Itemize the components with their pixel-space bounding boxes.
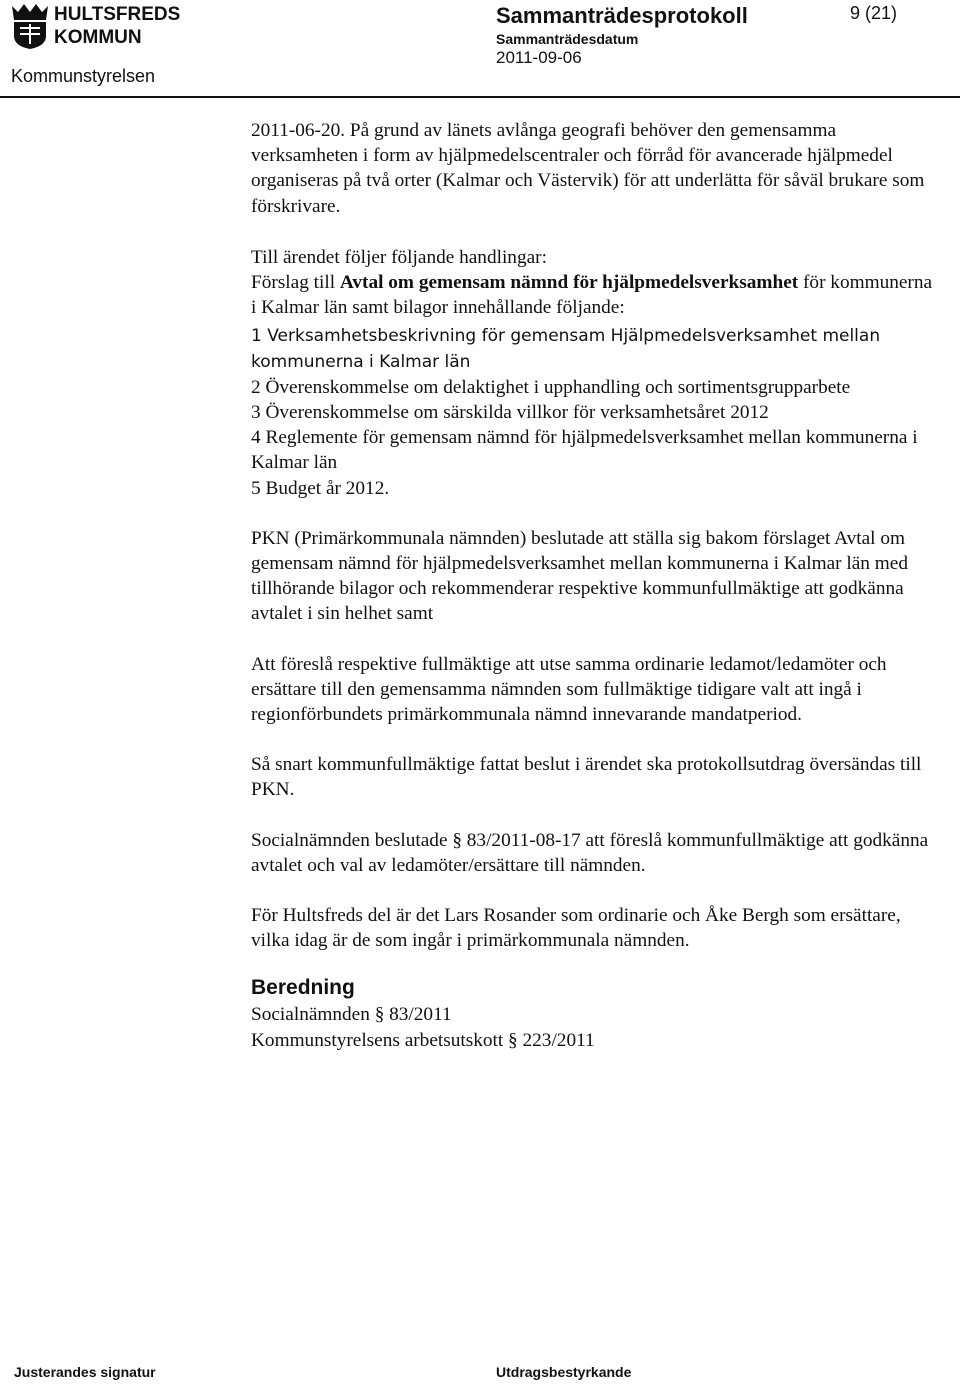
list-item: 5 Budget år 2012.: [251, 477, 390, 499]
paragraph-proposal: Att föreslå respektive fullmäktige att utse samma ordinarie ledamot/ledamöter och ersättare till den gemensamma nämnden som fullmäktige tidigare valt att ingå i regionförbundets primärkommunala nämnd innevarande mandatperiod.: [251, 653, 887, 726]
meeting-date-value: 2011-09-06: [496, 48, 582, 67]
paragraph-social-board: Socialnämnden beslutade § 83/2011-08-17 att föreslå kommunfullmäktige att godkänna avtalet och val av ledamöter/ersättare till nämnden.: [251, 829, 929, 876]
document-title: Sammanträdesprotokoll: [496, 3, 748, 28]
paragraph-representatives: För Hultsfreds del är det Lars Rosander som ordinarie och Åke Bergh som ersättare, vilka idag är de som ingår i primärkommunala nämnden.: [251, 905, 901, 952]
reference-line: Socialnämnden § 83/2011: [251, 1004, 452, 1026]
list-item: 3 Överenskommelse om särskilda villkor för verksamhetsåret 2012: [251, 402, 769, 424]
page-number: 9 (21): [850, 3, 898, 23]
logo-line1: HULTSFREDS: [54, 4, 181, 25]
crown-shield-icon: [12, 4, 48, 49]
paragraph-protocol-extract: Så snart kommunfullmäktige fattat beslut i ärendet ska protokollsutdrag översändas till PKN.: [251, 754, 922, 801]
attachment-list: [251, 324, 941, 500]
logo-line2: KOMMUN: [54, 27, 142, 48]
documents-intro-line: Till ärendet följer följande handlingar:: [251, 246, 547, 268]
proposal-suffix: för kommunerna i Kalmar län samt bilagor innehållande följande:: [251, 272, 933, 319]
section-heading: Beredning: [251, 976, 355, 1000]
document-body: [251, 118, 941, 1053]
documents-intro: [251, 245, 941, 321]
meeting-date-label: Sammanträdesdatum: [496, 31, 639, 47]
list-item: 4 Reglemente för gemensam nämnd för hjälpmedelsverksamhet mellan kommunerna i Kalmar län: [251, 427, 918, 474]
proposal-title: Avtal om gemensam nämnd för hjälpmedelsverksamhet: [339, 272, 799, 294]
paragraph-pkn-decision: PKN (Primärkommunala nämnden) beslutade att ställa sig bakom förslaget Avtal om gemensam nämnd för hjälpmedelsverksamhet mellan kommunerna i Kalmar län med tillhörande bilagor och rekommenderar respektive kommunfullmäktige att godkänna avtalet i sin helhet samt: [251, 527, 908, 625]
list-item: 2 Överenskommelse om delaktighet i upphandling och sortimentsgrupparbete: [251, 376, 851, 398]
department-name: Kommunstyrelsen: [11, 66, 156, 86]
certification-label: Utdragsbestyrkande: [496, 1364, 632, 1380]
paragraph-background: 2011-06-20. På grund av länets avlånga geografi behöver den gemensamma verksamheten i form av hjälpmedelscentraler och förråd för avancerade hjälpmedel organiseras på två orter (Kalmar och Västervik) för att underlätta för såväl brukare som förskrivare.: [251, 120, 925, 217]
reference-line: Kommunstyrelsens arbetsutskott § 223/2011: [251, 1029, 595, 1051]
signature-label: Justerandes signatur: [14, 1364, 156, 1380]
list-item: 1 Verksamhetsbeskrivning för gemensam Hjälpmedelsverksamhet mellan kommunerna i Kalmar län: [251, 326, 881, 372]
municipality-logo: [10, 2, 185, 50]
header-divider: [0, 96, 960, 98]
proposal-prefix: Förslag till: [251, 272, 340, 294]
